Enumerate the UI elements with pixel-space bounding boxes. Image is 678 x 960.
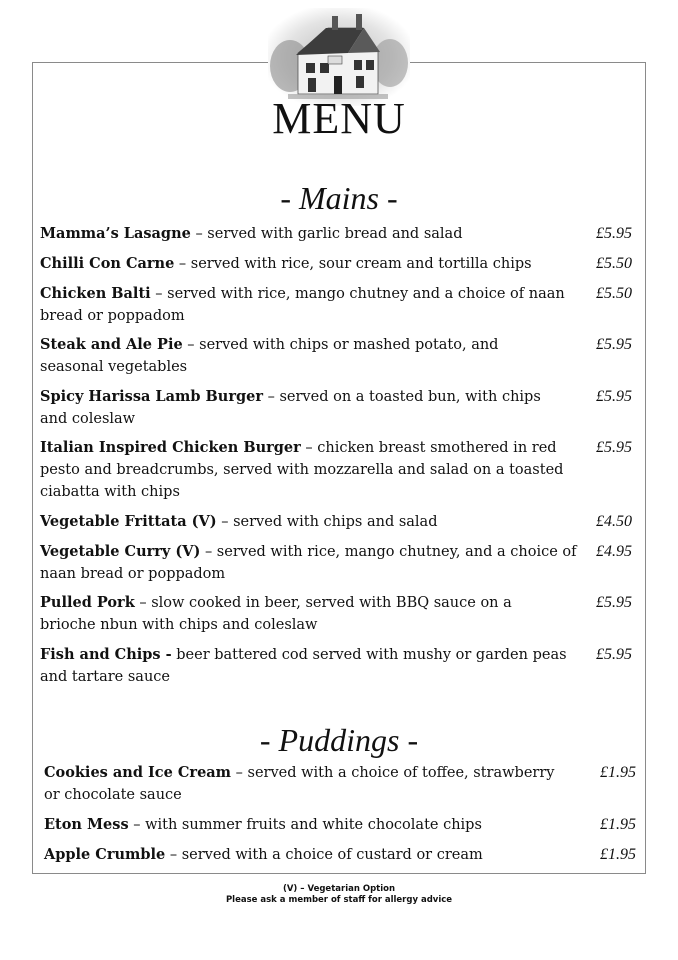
item-description: – served with chips and salad	[216, 514, 438, 530]
item-description: – slow cooked in beer, served with BBQ sauce on a brioche nbun with chips and coleslaw	[40, 595, 512, 633]
item-description: – served with chips or mashed potato, and seasonal vegetables	[40, 337, 499, 375]
allergy-note: Please ask a member of staff for allergy advice	[225, 895, 453, 905]
menu-item	[40, 386, 560, 430]
footer-notes	[0, 884, 678, 906]
menu-item	[44, 814, 574, 836]
vegetarian-note: (V) – Vegetarian Option	[282, 884, 396, 894]
item-price: £1.95	[600, 816, 636, 833]
item-name: Steak and Ale Pie	[40, 336, 183, 353]
pub-building-image	[268, 8, 410, 106]
item-name: Chilli Con Carne	[40, 255, 175, 272]
item-price: £1.95	[600, 764, 636, 781]
item-price: £5.95	[596, 439, 632, 456]
item-description: – with summer fruits and white chocolate chips	[128, 817, 482, 833]
item-price: £1.95	[600, 846, 636, 863]
menu-item	[40, 283, 580, 327]
menu-item	[40, 253, 580, 275]
item-name: Pulled Pork	[40, 594, 135, 611]
item-name: Vegetable Frittata (V)	[40, 513, 217, 530]
item-description: – served with rice, sour cream and tortilla chips	[174, 256, 532, 272]
menu-item	[40, 437, 570, 503]
item-description: beer battered cod served with mushy or garden peas and tartare sauce	[40, 647, 567, 685]
item-price: £5.95	[596, 594, 632, 611]
item-description: – chicken breast smothered in red pesto and breadcrumbs, served with mozzarella and salad on a toasted ciabatta with chips	[40, 440, 564, 500]
item-name: Vegetable Curry (V)	[40, 543, 201, 560]
menu-item	[40, 223, 580, 245]
item-price: £4.95	[596, 543, 632, 560]
item-name: Mamma’s Lasagne	[40, 225, 191, 242]
item-description: – served with rice, mango chutney, and a choice of naan bread or poppadom	[40, 544, 577, 582]
item-price: £5.50	[596, 285, 632, 302]
item-name: Cookies and Ice Cream	[44, 764, 232, 781]
item-description: – served on a toasted bun, with chips and coleslaw	[40, 389, 541, 427]
item-name: Italian Inspired Chicken Burger	[40, 439, 301, 456]
item-name: Apple Crumble	[44, 846, 166, 863]
item-name: Eton Mess	[44, 816, 129, 833]
item-description: – served with garlic bread and salad	[190, 226, 463, 242]
item-name: Fish and Chips -	[40, 646, 172, 663]
menu-item	[40, 511, 580, 533]
item-description: – served with a choice of custard or cream	[165, 847, 483, 863]
item-description: – served with a choice of toffee, strawberry or chocolate sauce	[44, 765, 555, 803]
item-description: – served with rice, mango chutney and a choice of naan bread or poppadom	[40, 286, 565, 324]
menu-item	[44, 844, 574, 866]
puddings-title: - Puddings -	[259, 722, 419, 758]
menu-item	[40, 592, 570, 636]
item-price: £5.95	[596, 225, 632, 242]
item-price: £5.50	[596, 255, 632, 272]
menu-item	[40, 334, 560, 378]
item-price: £5.95	[596, 336, 632, 353]
menu-item	[40, 541, 580, 585]
menu-title: MENU	[272, 94, 406, 143]
item-name: Chicken Balti	[40, 285, 151, 302]
item-name: Spicy Harissa Lamb Burger	[40, 388, 263, 405]
item-price: £5.95	[596, 388, 632, 405]
menu-item	[40, 644, 580, 688]
item-price: £5.95	[596, 646, 632, 663]
item-price: £4.50	[596, 513, 632, 530]
menu-item	[44, 762, 564, 806]
mains-title: - Mains -	[280, 180, 398, 216]
